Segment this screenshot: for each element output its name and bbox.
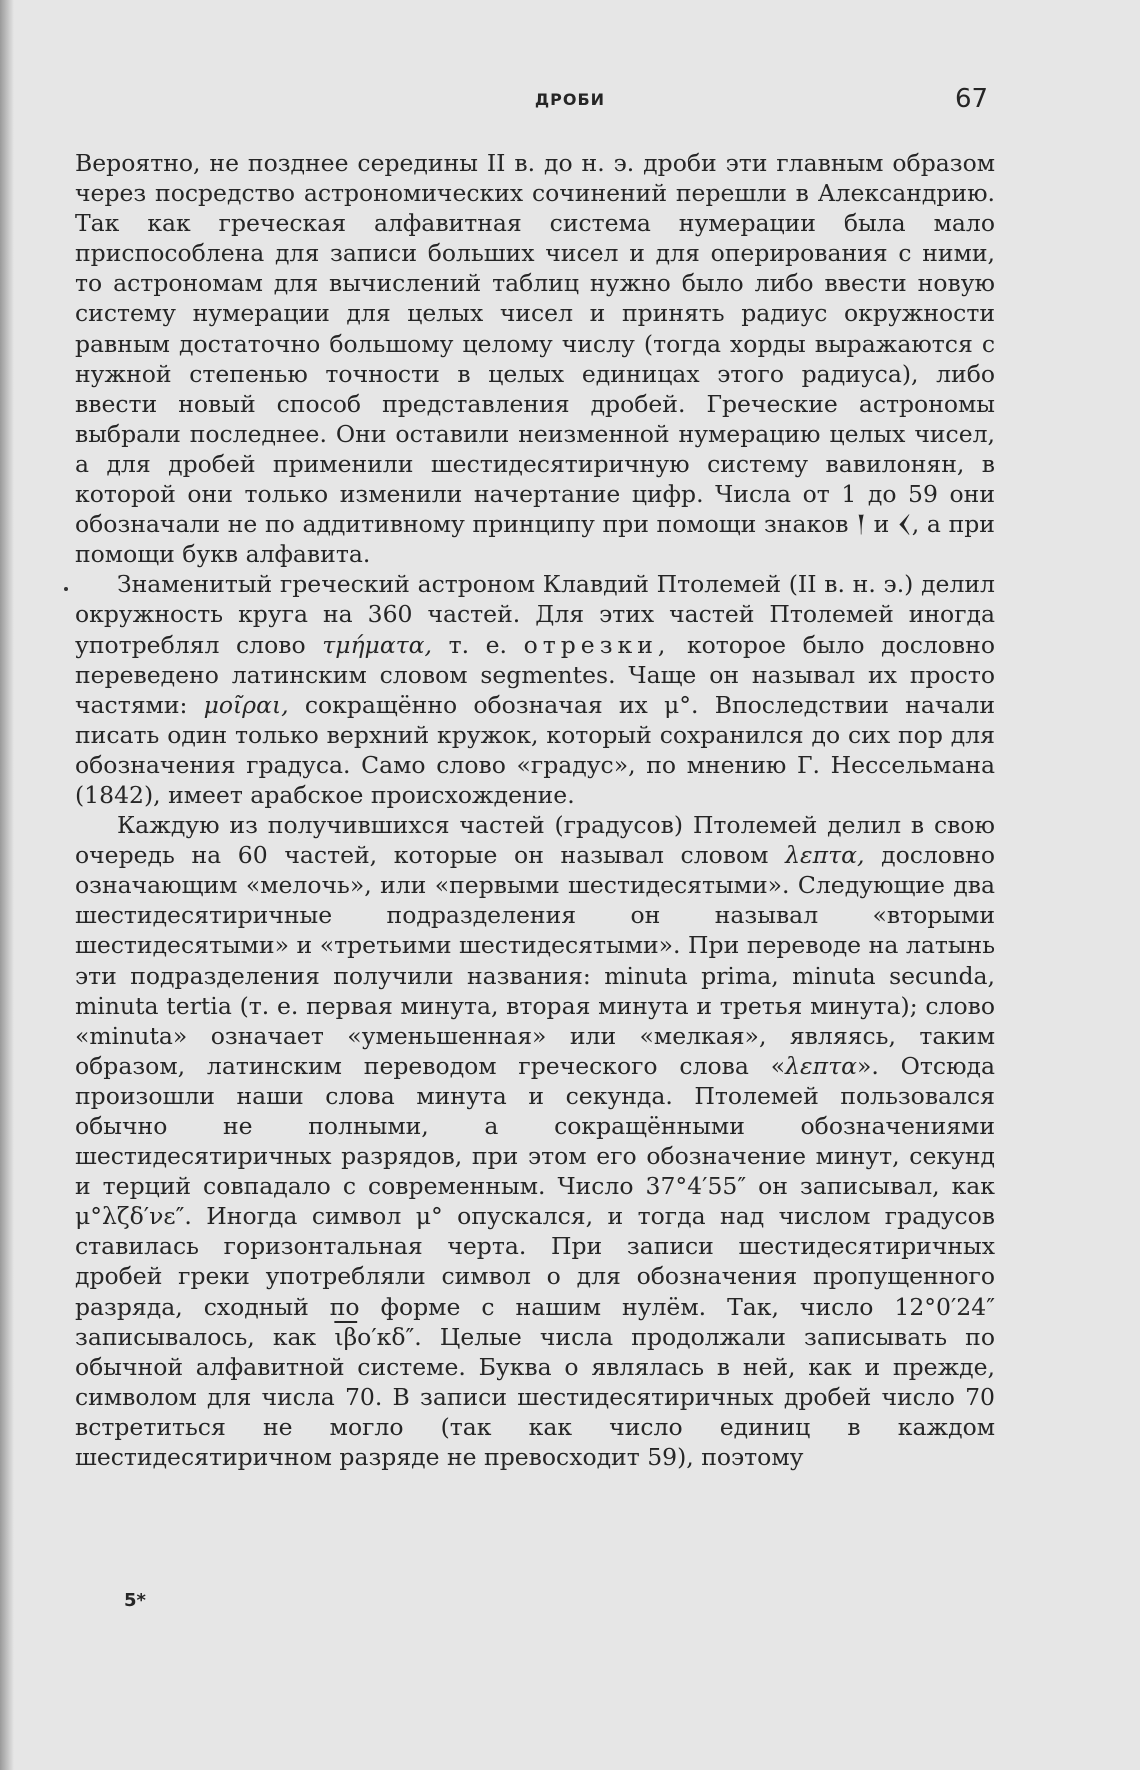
conjunction: и xyxy=(873,510,890,539)
paragraph-3-text-a: Каждую из получившихся частей (градусов) Птолемей делил в свою очередь на 60 частей, которые он называл словом xyxy=(75,811,995,870)
greek-word-tmemata: τμήματα, xyxy=(322,630,433,659)
paragraph-3-text-c: ». Отсюда произошли наши слова минута и секунда. Птолемей пользовался обычно не полными, а сокращёнными обозначениями шестидесятиричных разрядов, при этом его обозначение минут, секунд и терций совпадало с современным. Число 37°4′55″ он записывал, как μ°λζδ′νε″. Иногда символ μ° опускался, и тогда над числом градусов ставилась горизонтальная черта. При записи шестидесятиричных дробей греки употребляли символ ο для обозначения пропущенного разряда, сходный по форме с нашим нулём. Так, число 12°0′24″ записывалось, как xyxy=(75,1051,996,1351)
margin-dot xyxy=(64,587,68,591)
running-head: ДРОБИ xyxy=(534,90,606,109)
paragraph-3-text-d: ο′κδ″. Целые числа продолжали записывать по обычной алфавитной системе. Буква ο являлась в ней, как и прежде, символом для числа 70. В записи шестидесятиричных дробей число 70 встретиться не могло (так как число единиц в каждом шестидесятиричном разряде не превосходит 59), поэтому xyxy=(75,1322,995,1472)
paragraph-2-text-a: Знаменитый греческий астроном Клавдий Птолемей (II в. н. э.) делил окружность круга на 360 частей. Для этих частей Птолемей иногда употреблял слово xyxy=(75,570,995,659)
paragraph-2 xyxy=(75,569,995,810)
spaced-word-otrezki: отрезки, xyxy=(523,630,671,659)
paragraph-2-text-d: сокращённо обозначая их μ°. Впоследствии начали писать один только верхний кружок, который сохранился до сих пор для обозначения градуса. Само слово «градус», по мнению Г. Нессельмана (1842), имеет арабское происхождение. xyxy=(75,690,995,809)
paragraph-2-text-b: т. е. xyxy=(448,630,508,659)
paragraph-1-text: Вероятно, не позднее середины II в. до н. э. дроби эти главным образом через посредство астрономических сочинений перешли в Александрию. Так как греческая алфавитная система нумерации была мало приспособлена для записи больших чисел и для оперирования с ними, то астрономам для вычислений таблиц нужно было либо ввести новую систему нумерации для целых чисел и принять радиус окружности равным достаточно большому целому числу (тогда хорды выражаются с нужной степенью точности в целых единицах этого радиуса), либо ввести новый способ представления дробей. Греческие астрономы выбрали последнее. Они оставили неизменной нумерацию целых чисел, а для дробей применили шестидесятиричную систему вавилонян, в которой они только изменили начертание цифр. Числа от 1 до 59 они обозначали не по аддитивному принципу при помощи знаков xyxy=(75,149,995,539)
page-gutter-shadow xyxy=(0,0,14,1770)
overlined-numeral: $\overline{\iota\beta}$ xyxy=(334,1322,358,1351)
greek-word-moirai: μοῖραι, xyxy=(203,690,289,719)
signature-mark: 5* xyxy=(124,1590,146,1611)
paragraph-1 xyxy=(75,148,995,569)
paragraph-1-end: , а при помощи букв алфавита. xyxy=(75,510,995,569)
greek-word-lepta: λεπτα, xyxy=(785,841,865,870)
paragraph-3-text-b: дословно означающим «мелочь», или «первыми шестидесятыми». Следующие два шестидесятиричные подразделения он называл «вторыми шестидесятыми» и «третьими шестидесятыми». При переводе на латынь эти подразделения получили названия: minuta prima, minuta secunda, minuta tertia (т. е. первая минута, вторая минута и третья минута); слово «minuta» означает «уменьшенная» или «мелкая», являясь, таким образом, латинским переводом греческого слова « xyxy=(75,841,995,1080)
paragraph-2-text-c: которое было дословно переведено латинским словом segmentes. Чаще он называл их просто частями: xyxy=(75,630,995,719)
main-text xyxy=(75,148,995,1472)
paragraph-3 xyxy=(75,810,995,1472)
cuneiform-angle-sign: 𒌋 xyxy=(896,510,912,539)
greek-word-lepta-quoted: λεπτα xyxy=(785,1051,857,1080)
cuneiform-wedge-sign: 𒁹 xyxy=(856,510,866,539)
page-number: 67 xyxy=(955,84,989,114)
